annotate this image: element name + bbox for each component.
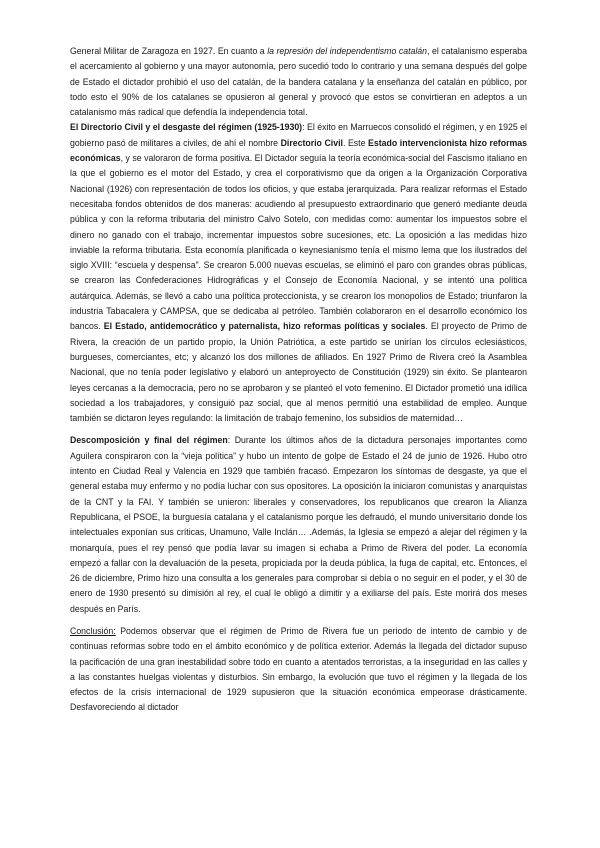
bold-run: El Estado, antidemocrático y paternalista, hizo reformas políticas y sociales: [103, 321, 426, 332]
paragraph-conclusion: [70, 624, 527, 716]
text-run: : Durante los últimos años de la dictadura personajes importantes como Aguilera conspiraron con la “vieja política” y hubo un intento de golpe de Estado el 24 de junio de 1926. Hubo otro intento en Ciudad Real y Valencia en 1929 que también fracasó. Empezaron los síntomas de desgaste, ya que el general estaba muy enfermo y no podía luchar con sus opositores. La oposición la iniciaron comunistas y anarquistas de la CNT y la FAI. Y también se unieron: liberales y conservadores, los republicanos que crearon la Alianza Republicana, el PSOE, la burguesía catalana y el catalanismo porque les defraudó, el mundo universitario donde los intelectuales exponían sus críticas, Unamuno, Valle Inclán… .Además, la Iglesia se empezó a alejar del régimen y la monarquía, pues el rey pensó que podía lavar su imagen si echaba a Primo de Rivera del poder. La economía empezó a fallar con la devaluación de la peseta, propiciada por la deuda pública, la fuga de capital, etc. Entonces, el 26 de diciembre, Primo hizo una consulta a los generales para comprobar si debía o no seguir en el poder, y el 30 de enero de 1930 presentó su dimisión al rey, el cual le obligó a dimitir y a exiliarse del país. Este morirá dos meses después en París.: [70, 435, 528, 614]
section-heading-directorio: El Directorio Civil y el desgaste del régimen (1925-1930): [70, 122, 303, 133]
text-run: General Militar de Zaragoza en 1927. En cuanto a: [70, 46, 268, 56]
bold-run: Directorio Civil: [280, 137, 343, 148]
text-run: . El proyecto de Primo de Rivera, la creación de un partido propio, la Unión Patriótica, a este partido se unirían los círculos eclesiásticos, burgueses, comerciantes, etc; y alcanzó los dos millones de afiliados. En 1927 Primo de Rivera creó la Asamblea Nacional, que no tenía poder legislativo y elaboró un anteproyecto de Constitución (1929) sin éxito. Se plantearon leyes cercanas a la democracia, pero no se aprobaron y se planteó el voto femenino. El Dictador prometió una idílica sociedad a los trabajadores, y consiguió paz social, que al menos permitió una estabilidad de empleo. Aunque también se dictaron leyes regulando: la limitación de trabajo femenino, los subsidios de maternidad…: [70, 321, 527, 424]
document-page: [70, 44, 527, 716]
text-run: . Este: [342, 137, 369, 148]
paragraph-directorio-civil: [70, 120, 527, 426]
bold-run: Estado intervencionista hizo reformas económicas: [70, 137, 527, 164]
paragraph-catalanismo: [70, 44, 527, 120]
section-heading-conclusion: Conclusión:: [70, 625, 116, 636]
paragraph-descomposicion: [70, 433, 527, 617]
text-run: : El éxito en Marruecos consolidó el régimen, y en 1925 el gobierno pasó de militares a civiles, de ahí el nombre: [70, 122, 527, 148]
section-heading-descomposicion: Descomposición y final del régimen: [70, 435, 228, 446]
italic-run: la represión del independentismo catalán: [267, 46, 428, 56]
text-run: , y se valoraron de forma positiva. El Dictador seguía la teoría económica-social del Fascismo italiano en la que el gobierno es el motor del Estado, y crea el corporativismo que da origen a la Organización Corporativa Nacional (1926) con representación de todos los oficios, y que estaba jerarquizada. Para realizar reformas el Estado necesitaba fondos obtenidos de dos maneras: acudiendo al presupuesto extraordinario que generó mediante deuda pública y con la reforma tributaria del ministro Calvo Sotelo, con medidas como: aumentar los impuestos sobre el dinero no ganado con el trabajo, incrementar impuestos sobre sucesiones, etc. La oposición a las medidas hizo inviable la reforma tributaria. Esta economía planificada o keynesianismo tenía el mismo lema que los ilustrados del siglo XVIII: “escuela y despensa”. Se crearon 5.000 nuevas escuelas, se eliminó el paro con grandes obras públicas, se crearon las Confederaciones Hidrográficas y el Consejo de Economía Nacional, y se intentó una política autárquica. Además, se llevó a cabo una política proteccionista, y se crearon los monopolios de Estado; triunfaron la industria Tabacalera y CAMPSA, que se dedicaba al petróleo. También colaboraron en el desarrollo económico los bancos.: [70, 153, 527, 332]
text-run: Podemos observar que el régimen de Primo de Rivera fue un periodo de intento de cambio y de continuas reformas sobre todo en el ámbito económico y de política exterior. Además la llegada del dictador supuso la pacificación de una gran inestabilidad sobre todo en cuanto a atentados terroristas, a la inseguridad en las calles y a las constantes huelgas violentas y disturbios. Sin embargo, la evolución que tuvo el régimen y la llegada de los efectos de la crisis internacional de 1929 supusieron que la situación económica empeorase drásticamente. Desfavoreciendo al dictador: [70, 625, 527, 713]
text-run: , el catalanismo esperaba el acercamiento al gobierno y una mayor autonomía, pero sucedió todo lo contrario y una semana después del golpe de Estado el dictador prohibió el uso del catalán, de la bandera catalana y la enseñanza del catalán en público, por todo esto el 90% de los catalanes se opusieron al general y provocó que estos se convirtieran en adeptos a un catalanismo más radical que defendía la independencia total.: [70, 46, 527, 118]
